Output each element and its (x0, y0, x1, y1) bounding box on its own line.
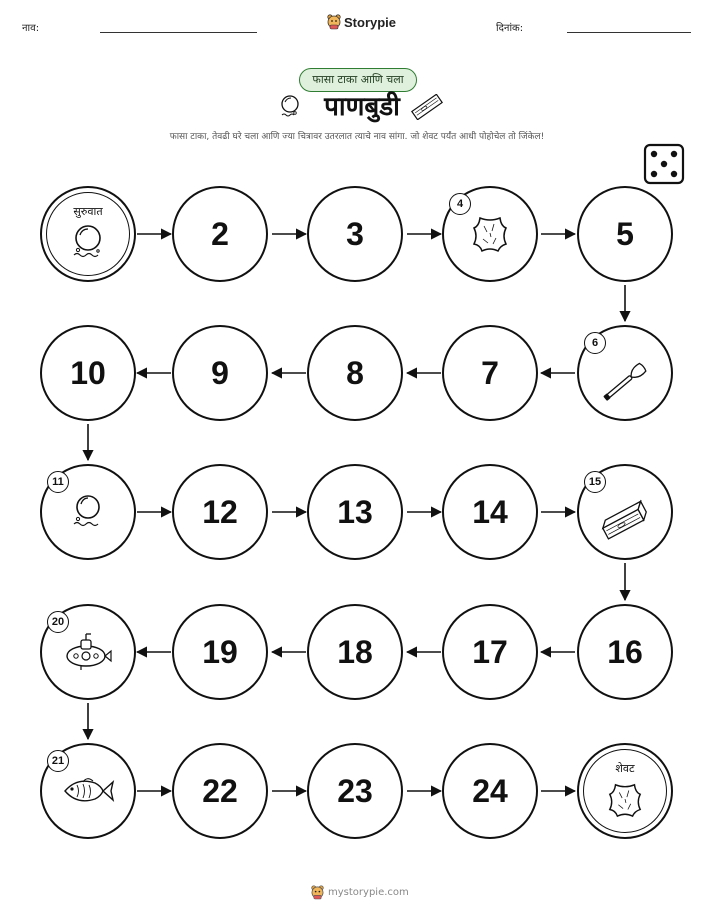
space-number: 23 (337, 772, 373, 809)
board-space-23[interactable] (307, 743, 403, 839)
end-label: शेवट (615, 762, 635, 775)
board-space-22[interactable] (172, 743, 268, 839)
board-space-12[interactable] (172, 464, 268, 560)
space-number: 5 (616, 215, 634, 252)
space-number: 8 (346, 354, 364, 391)
board-space-6[interactable] (577, 325, 673, 421)
board-space-16[interactable] (577, 604, 673, 700)
space-number-tag: 15 (584, 471, 606, 493)
space-number-tag: 6 (584, 332, 606, 354)
board-space-13[interactable] (307, 464, 403, 560)
board-space-7[interactable] (442, 325, 538, 421)
board-space-start[interactable] (40, 186, 136, 282)
leather-hide-icon (470, 214, 510, 254)
space-number: 7 (481, 354, 499, 391)
board-space-18[interactable] (307, 604, 403, 700)
storypie-mascot-icon (311, 885, 324, 900)
space-number: 3 (346, 215, 364, 252)
space-number-tag: 4 (449, 193, 471, 215)
leather-hide-icon (606, 781, 644, 819)
board-space-5[interactable] (577, 186, 673, 282)
board-space-20[interactable] (40, 604, 136, 700)
start-label: सुरुवात (73, 205, 103, 218)
board-space-17[interactable] (442, 604, 538, 700)
space-number: 16 (607, 633, 643, 670)
space-number-tag: 21 (47, 750, 69, 772)
board-space-3[interactable] (307, 186, 403, 282)
space-number: 10 (70, 354, 106, 391)
board-space-11[interactable] (40, 464, 136, 560)
board-space-19[interactable] (172, 604, 268, 700)
fish-icon (61, 773, 115, 809)
space-number: 22 (202, 772, 238, 809)
pearl-icon (68, 493, 108, 531)
space-number-tag: 11 (47, 471, 69, 493)
space-number: 2 (211, 215, 229, 252)
space-number: 24 (472, 772, 508, 809)
board-space-24[interactable] (442, 743, 538, 839)
submarine-icon (61, 632, 115, 672)
wood-plank-icon (598, 499, 652, 543)
board-space-end[interactable] (577, 743, 673, 839)
brand-name: Storypie (344, 14, 397, 30)
board-space-14[interactable] (442, 464, 538, 560)
space-number-tag: 20 (47, 611, 69, 633)
instructions: फासा टाका, तेवढी घरे चला आणि ज्या चित्रावर उतरलात त्याचे नाव सांगा. जो शेवट पर्यंत आधी पोहोचेल तो जिंकेल! (169, 132, 545, 142)
board-space-2[interactable] (172, 186, 268, 282)
footer (311, 885, 409, 900)
board-space-21[interactable] (40, 743, 136, 839)
board-space-10[interactable] (40, 325, 136, 421)
page-title: पाणबुडी (324, 92, 400, 122)
space-number: 19 (202, 633, 238, 670)
space-number: 14 (472, 493, 508, 530)
game-type-badge: फासा टाका आणि चला (299, 68, 417, 92)
footer-site[interactable]: mystorypie.com (328, 887, 409, 898)
oar-icon (598, 355, 652, 409)
date-label: दिनांक: (496, 23, 524, 34)
space-number: 12 (202, 493, 238, 530)
space-number: 18 (337, 633, 373, 670)
space-number: 13 (337, 493, 373, 530)
space-number: 9 (211, 354, 229, 391)
space-number: 17 (472, 633, 508, 670)
board-space-15[interactable] (577, 464, 673, 560)
board-space-4[interactable] (442, 186, 538, 282)
pearl-icon (68, 224, 108, 262)
board-space-9[interactable] (172, 325, 268, 421)
name-label: नाव: (22, 23, 40, 34)
board-space-8[interactable] (307, 325, 403, 421)
